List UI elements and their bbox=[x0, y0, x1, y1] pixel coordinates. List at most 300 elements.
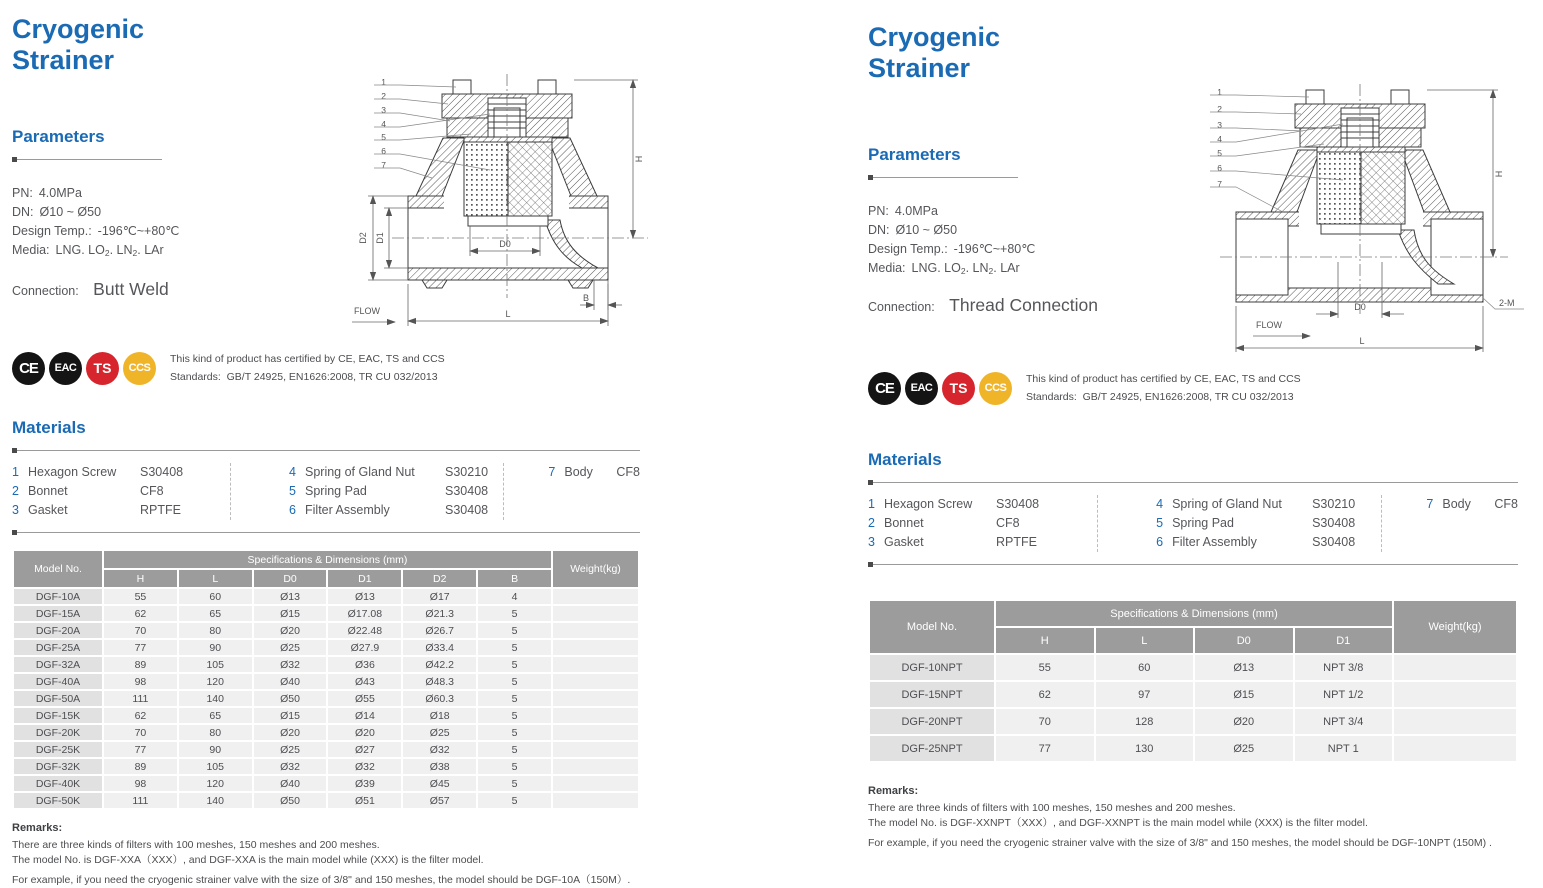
weight-cell bbox=[553, 725, 638, 740]
value-cell: Ø48.3 bbox=[403, 674, 476, 689]
spec-column-header: H bbox=[996, 628, 1094, 653]
material-part: Hexagon Screw bbox=[28, 465, 117, 480]
material-row bbox=[12, 463, 230, 482]
divider bbox=[868, 482, 1518, 483]
weight-cell bbox=[1394, 736, 1516, 761]
spec-header: Specifications & Dimensions (mm) bbox=[996, 601, 1392, 626]
table-row bbox=[14, 742, 638, 757]
value-cell: 105 bbox=[179, 759, 252, 774]
remarks-section bbox=[12, 822, 640, 888]
model-cell: DGF-20A bbox=[14, 623, 102, 638]
material-no: 5 bbox=[1156, 516, 1164, 531]
weight-cell bbox=[553, 793, 638, 808]
page-title-line2: Strainer bbox=[12, 45, 115, 76]
value-cell: 5 bbox=[478, 674, 551, 689]
material-part: Body bbox=[1442, 497, 1471, 512]
param-label: Design Temp.: bbox=[12, 223, 92, 238]
model-cell: DGF-32A bbox=[14, 657, 102, 672]
weight-column-header: Weight(kg) bbox=[1394, 601, 1516, 653]
value-cell: 5 bbox=[478, 708, 551, 723]
weight-cell bbox=[553, 657, 638, 672]
material-no: 1 bbox=[12, 465, 19, 480]
value-cell: Ø39 bbox=[328, 776, 401, 791]
table-row bbox=[870, 682, 1516, 707]
weight-cell bbox=[553, 691, 638, 706]
value-cell: Ø14 bbox=[328, 708, 401, 723]
part-number-label: 1 bbox=[1217, 87, 1222, 97]
model-cell: DGF-15A bbox=[14, 606, 102, 621]
material-part: Spring of Gland Nut bbox=[305, 465, 415, 480]
bonnet-assembly bbox=[442, 80, 572, 137]
specifications-table bbox=[868, 599, 1518, 763]
value-cell: 65 bbox=[179, 606, 252, 621]
standards-value: GB/T 24925, EN1626:2008, TR CU 032/2013 bbox=[1082, 391, 1294, 403]
param-label: PN: bbox=[868, 203, 889, 218]
subscript: 2 bbox=[132, 247, 138, 258]
remark-line: There are three kinds of filters with 100 meshes, 150 meshes and 200 meshes. bbox=[868, 802, 1236, 815]
value-cell: Ø42.2 bbox=[403, 657, 476, 672]
value-cell: Ø27.9 bbox=[328, 640, 401, 655]
materials-column-1 bbox=[868, 495, 1097, 552]
value-cell: 4 bbox=[478, 589, 551, 604]
value-cell: 89 bbox=[104, 759, 177, 774]
value-cell: Ø32 bbox=[403, 742, 476, 757]
value-cell: 5 bbox=[478, 793, 551, 808]
value-cell: Ø15 bbox=[1195, 682, 1293, 707]
value-cell: 5 bbox=[478, 623, 551, 638]
spec-column-header: D2 bbox=[403, 570, 476, 587]
subscript: 2 bbox=[988, 265, 994, 276]
param-value: Ø10 ~ Ø50 bbox=[895, 222, 958, 237]
datasheet-butt-weld bbox=[12, 14, 644, 888]
value-cell: 60 bbox=[1096, 655, 1194, 680]
materials-column-2 bbox=[1097, 495, 1381, 552]
table-row bbox=[870, 655, 1516, 680]
material-row bbox=[12, 501, 230, 520]
value-cell: 77 bbox=[104, 742, 177, 757]
value-cell: NPT 1 bbox=[1295, 736, 1393, 761]
spec-column-header: H bbox=[104, 570, 177, 587]
material-row bbox=[289, 482, 503, 501]
eac-logo-icon: EAC bbox=[905, 372, 938, 405]
remark-line: For example, if you need the cryogenic strainer valve with the size of 3/8" and 150 meshes, the model should be DGF-10NPT (150M) . bbox=[868, 837, 1492, 850]
value-cell: 80 bbox=[179, 623, 252, 638]
bonnet-assembly bbox=[1295, 90, 1425, 147]
materials-column-3 bbox=[1381, 495, 1518, 552]
value-cell: 128 bbox=[1096, 709, 1194, 734]
material-part: Spring Pad bbox=[305, 484, 367, 499]
value-cell: Ø25 bbox=[1195, 736, 1293, 761]
material-part: Filter Assembly bbox=[1172, 535, 1257, 550]
spec-column-header: L bbox=[179, 570, 252, 587]
dim-label-b: B bbox=[582, 293, 590, 303]
material-row bbox=[289, 501, 503, 520]
weight-cell bbox=[1394, 655, 1516, 680]
material-grade: S30408 bbox=[140, 465, 184, 480]
dim-label-l: L bbox=[1359, 336, 1365, 346]
value-cell: 5 bbox=[478, 691, 551, 706]
material-grade: RPTFE bbox=[140, 503, 181, 518]
divider bbox=[12, 450, 640, 451]
value-cell: 89 bbox=[104, 657, 177, 672]
param-label: PN: bbox=[12, 185, 33, 200]
material-row bbox=[1156, 533, 1381, 552]
subscript: 2 bbox=[960, 265, 966, 276]
weight-cell bbox=[553, 606, 638, 621]
value-cell: Ø55 bbox=[328, 691, 401, 706]
material-grade: S30210 bbox=[1312, 497, 1356, 512]
weight-cell bbox=[1394, 682, 1516, 707]
value-cell: 98 bbox=[104, 776, 177, 791]
material-no: 3 bbox=[12, 503, 19, 518]
material-part: Bonnet bbox=[884, 516, 924, 531]
value-cell: 62 bbox=[996, 682, 1094, 707]
value-cell: Ø40 bbox=[254, 674, 327, 689]
model-cell: DGF-40A bbox=[14, 674, 102, 689]
ce-logo-icon: CE bbox=[12, 352, 45, 385]
part-number-label: 3 bbox=[381, 105, 386, 115]
model-cell: DGF-32K bbox=[14, 759, 102, 774]
model-column-header: Model No. bbox=[870, 601, 994, 653]
connection-value: Thread Connection bbox=[949, 294, 1099, 315]
value-cell: 111 bbox=[104, 793, 177, 808]
value-cell: Ø13 bbox=[1195, 655, 1293, 680]
dim-label-d2: D2 bbox=[358, 232, 368, 244]
table-row bbox=[14, 640, 638, 655]
spec-column-header: B bbox=[478, 570, 551, 587]
value-cell: Ø50 bbox=[254, 691, 327, 706]
material-part: Spring of Gland Nut bbox=[1172, 497, 1282, 512]
material-grade: CF8 bbox=[1494, 497, 1518, 512]
weight-cell bbox=[553, 623, 638, 638]
value-cell: Ø13 bbox=[254, 589, 327, 604]
materials-column-3 bbox=[503, 463, 640, 520]
weight-cell bbox=[1394, 709, 1516, 734]
value-cell: 60 bbox=[179, 589, 252, 604]
spec-column-header: D0 bbox=[254, 570, 327, 587]
param-value: . LAr bbox=[993, 260, 1020, 275]
part-number-label: 4 bbox=[1217, 134, 1222, 144]
datasheet-thread-connection bbox=[868, 22, 1518, 851]
table-row bbox=[14, 674, 638, 689]
material-no: 7 bbox=[1426, 497, 1434, 512]
certification-line1: This kind of product has certified by CE, EAC, TS and CCS bbox=[170, 352, 445, 365]
weight-cell bbox=[553, 708, 638, 723]
part-number-label: 6 bbox=[381, 146, 386, 156]
param-label: DN: bbox=[868, 222, 890, 237]
material-no: 1 bbox=[868, 497, 875, 512]
material-row bbox=[1156, 514, 1381, 533]
remarks-section bbox=[868, 785, 1518, 851]
page-title-line1: Cryogenic bbox=[868, 22, 1001, 52]
value-cell: Ø15 bbox=[254, 708, 327, 723]
divider bbox=[12, 159, 162, 160]
material-grade: S30408 bbox=[1312, 516, 1356, 531]
materials-heading: Materials bbox=[868, 450, 942, 470]
value-cell: 70 bbox=[104, 623, 177, 638]
certification-row bbox=[12, 350, 640, 387]
thread-size-label: 2-M bbox=[1499, 298, 1515, 308]
dim-label-d0: D0 bbox=[1354, 302, 1366, 312]
material-no: 2 bbox=[868, 516, 875, 531]
value-cell: Ø45 bbox=[403, 776, 476, 791]
materials-heading: Materials bbox=[12, 418, 86, 438]
material-no: 2 bbox=[12, 484, 19, 499]
ts-logo-icon: TS bbox=[86, 352, 119, 385]
param-value: LNG. LO bbox=[911, 260, 961, 275]
param-label: Design Temp.: bbox=[868, 241, 948, 256]
certification-text bbox=[1026, 370, 1301, 407]
value-cell: Ø40 bbox=[254, 776, 327, 791]
table-row bbox=[14, 691, 638, 706]
dim-label-h: H bbox=[1494, 170, 1504, 178]
material-no: 4 bbox=[289, 465, 296, 480]
divider bbox=[868, 564, 1518, 565]
remarks-lines bbox=[868, 801, 1518, 851]
part-number-label: 1 bbox=[381, 77, 386, 87]
material-row bbox=[868, 514, 1097, 533]
param-value: . LAr bbox=[137, 242, 164, 257]
value-cell: NPT 3/4 bbox=[1295, 709, 1393, 734]
spec-column-header: L bbox=[1096, 628, 1194, 653]
value-cell: 5 bbox=[478, 640, 551, 655]
value-cell: 105 bbox=[179, 657, 252, 672]
param-label: Media: bbox=[868, 260, 906, 275]
material-part: Spring Pad bbox=[1172, 516, 1234, 531]
value-cell: 120 bbox=[179, 674, 252, 689]
value-cell: Ø38 bbox=[403, 759, 476, 774]
part-number-label: 3 bbox=[1217, 120, 1222, 130]
part-number-label: 4 bbox=[381, 119, 386, 129]
value-cell: Ø25 bbox=[403, 725, 476, 740]
material-part: Bonnet bbox=[28, 484, 68, 499]
value-cell: Ø21.3 bbox=[403, 606, 476, 621]
connection-label: Connection: bbox=[12, 283, 79, 298]
value-cell: Ø43 bbox=[328, 674, 401, 689]
flow-label: FLOW bbox=[354, 306, 380, 316]
weight-cell bbox=[553, 640, 638, 655]
table-row bbox=[870, 736, 1516, 761]
value-cell: 65 bbox=[179, 708, 252, 723]
material-grade: CF8 bbox=[996, 516, 1020, 531]
value-cell: 140 bbox=[179, 793, 252, 808]
remark-line: The model No. is DGF-XXNPT（XXX）, and DGF-XXNPT is the main model while (XXX) is the filter model. bbox=[868, 817, 1368, 830]
material-no: 5 bbox=[289, 484, 296, 499]
certification-line2 bbox=[1026, 388, 1301, 406]
divider bbox=[868, 177, 1018, 178]
material-grade: S30408 bbox=[445, 503, 489, 518]
material-part: Body bbox=[564, 465, 593, 480]
param-value: 4.0MPa bbox=[894, 203, 938, 218]
material-row bbox=[548, 463, 640, 482]
remarks-heading: Remarks: bbox=[868, 785, 919, 798]
material-grade: S30408 bbox=[1312, 535, 1356, 550]
value-cell: Ø17 bbox=[403, 589, 476, 604]
value-cell: 5 bbox=[478, 759, 551, 774]
filter-assembly bbox=[1317, 147, 1405, 234]
material-row bbox=[12, 482, 230, 501]
technical-drawing-thread bbox=[1198, 62, 1528, 362]
value-cell: 70 bbox=[996, 709, 1094, 734]
model-column-header: Model No. bbox=[14, 551, 102, 587]
param-value: -196℃~+80℃ bbox=[97, 223, 180, 238]
model-cell: DGF-20K bbox=[14, 725, 102, 740]
value-cell: Ø51 bbox=[328, 793, 401, 808]
value-cell: Ø25 bbox=[254, 742, 327, 757]
value-cell: Ø20 bbox=[328, 725, 401, 740]
remark-line: For example, if you need the cryogenic strainer valve with the size of 3/8" and 150 meshes, the model should be DGF-10A（150M）. bbox=[12, 874, 631, 887]
parameters-heading: Parameters bbox=[12, 126, 105, 146]
dim-label-l: L bbox=[505, 309, 511, 319]
value-cell: NPT 3/8 bbox=[1295, 655, 1393, 680]
part-number-label: 5 bbox=[1217, 148, 1222, 158]
param-value: -196℃~+80℃ bbox=[953, 241, 1036, 256]
model-cell: DGF-40K bbox=[14, 776, 102, 791]
weight-cell bbox=[553, 776, 638, 791]
value-cell: 62 bbox=[104, 606, 177, 621]
table-row bbox=[14, 657, 638, 672]
material-row bbox=[1156, 495, 1381, 514]
value-cell: 5 bbox=[478, 606, 551, 621]
flow-label: FLOW bbox=[1256, 320, 1282, 330]
connection-label: Connection: bbox=[868, 299, 935, 314]
value-cell: 77 bbox=[104, 640, 177, 655]
material-no: 3 bbox=[868, 535, 875, 550]
value-cell: Ø27 bbox=[328, 742, 401, 757]
material-row bbox=[868, 495, 1097, 514]
model-cell: DGF-15NPT bbox=[870, 682, 994, 707]
value-cell: 90 bbox=[179, 742, 252, 757]
material-part: Gasket bbox=[28, 503, 68, 518]
certification-line1: This kind of product has certified by CE, EAC, TS and CCS bbox=[1026, 372, 1301, 385]
materials-column-2 bbox=[230, 463, 503, 520]
value-cell: Ø20 bbox=[254, 623, 327, 638]
model-cell: DGF-25A bbox=[14, 640, 102, 655]
value-cell: 130 bbox=[1096, 736, 1194, 761]
value-cell: 140 bbox=[179, 691, 252, 706]
dim-label-d1: D1 bbox=[375, 232, 385, 244]
value-cell: Ø22.48 bbox=[328, 623, 401, 638]
standards-value: GB/T 24925, EN1626:2008, TR CU 032/2013 bbox=[226, 371, 438, 383]
spec-column-header: D1 bbox=[328, 570, 401, 587]
value-cell: 111 bbox=[104, 691, 177, 706]
dim-label-h: H bbox=[634, 155, 644, 163]
value-cell: NPT 1/2 bbox=[1295, 682, 1393, 707]
material-grade: S30408 bbox=[445, 484, 489, 499]
weight-column-header: Weight(kg) bbox=[553, 551, 638, 587]
param-label: DN: bbox=[12, 204, 34, 219]
param-value: Ø10 ~ Ø50 bbox=[39, 204, 102, 219]
material-row bbox=[289, 463, 503, 482]
value-cell: 5 bbox=[478, 776, 551, 791]
value-cell: Ø20 bbox=[1195, 709, 1293, 734]
material-grade: CF8 bbox=[140, 484, 164, 499]
ccs-logo-icon: CCS bbox=[123, 352, 156, 385]
param-value: . LN bbox=[965, 260, 989, 275]
remark-line: There are three kinds of filters with 100 meshes, 150 meshes and 200 meshes. bbox=[12, 839, 380, 852]
parameters-heading: Parameters bbox=[868, 144, 961, 164]
material-row bbox=[1426, 495, 1518, 514]
material-part: Hexagon Screw bbox=[884, 497, 973, 512]
value-cell: Ø20 bbox=[254, 725, 327, 740]
table-row bbox=[14, 725, 638, 740]
ts-logo-icon: TS bbox=[942, 372, 975, 405]
value-cell: Ø50 bbox=[254, 793, 327, 808]
material-no: 6 bbox=[1156, 535, 1164, 550]
page-title-line1: Cryogenic bbox=[12, 14, 145, 44]
value-cell: Ø57 bbox=[403, 793, 476, 808]
material-grade: S30408 bbox=[996, 497, 1040, 512]
value-cell: 120 bbox=[179, 776, 252, 791]
material-part: Filter Assembly bbox=[305, 503, 390, 518]
part-number-label: 7 bbox=[1217, 179, 1222, 189]
remark-line: The model No. is DGF-XXA（XXX）, and DGF-XXA is the main model while (XXX) is the filter model. bbox=[12, 854, 484, 867]
value-cell: Ø33.4 bbox=[403, 640, 476, 655]
value-cell: 80 bbox=[179, 725, 252, 740]
value-cell: 62 bbox=[104, 708, 177, 723]
certification-text bbox=[170, 350, 445, 387]
value-cell: Ø13 bbox=[328, 589, 401, 604]
table-row bbox=[14, 708, 638, 723]
part-number-label: 5 bbox=[381, 132, 386, 142]
param-value: LNG. LO bbox=[55, 242, 105, 257]
value-cell: 77 bbox=[996, 736, 1094, 761]
value-cell: Ø25 bbox=[254, 640, 327, 655]
spec-column-header: D1 bbox=[1295, 628, 1393, 653]
standards-label: Standards: bbox=[1026, 391, 1077, 403]
remarks-heading: Remarks: bbox=[12, 822, 63, 835]
connection-value: Butt Weld bbox=[93, 278, 169, 299]
value-cell: 55 bbox=[104, 589, 177, 604]
spec-column-header: D0 bbox=[1195, 628, 1293, 653]
model-cell: DGF-25NPT bbox=[870, 736, 994, 761]
materials-list bbox=[12, 463, 640, 520]
weight-cell bbox=[553, 589, 638, 604]
param-value: . LN bbox=[109, 242, 133, 257]
material-row bbox=[868, 533, 1097, 552]
material-grade: CF8 bbox=[616, 465, 640, 480]
value-cell: 5 bbox=[478, 725, 551, 740]
eac-logo-icon: EAC bbox=[49, 352, 82, 385]
technical-drawing-butt-weld bbox=[340, 58, 670, 348]
ccs-logo-icon: CCS bbox=[979, 372, 1012, 405]
table-row bbox=[14, 606, 638, 621]
weight-cell bbox=[553, 742, 638, 757]
subscript: 2 bbox=[104, 247, 110, 258]
value-cell: 90 bbox=[179, 640, 252, 655]
part-number-label: 2 bbox=[381, 91, 386, 101]
model-cell: DGF-15K bbox=[14, 708, 102, 723]
value-cell: 5 bbox=[478, 657, 551, 672]
value-cell: 5 bbox=[478, 742, 551, 757]
param-label: Media: bbox=[12, 242, 50, 257]
model-cell: DGF-20NPT bbox=[870, 709, 994, 734]
page-title-line2: Strainer bbox=[868, 53, 971, 84]
value-cell: 98 bbox=[104, 674, 177, 689]
value-cell: 55 bbox=[996, 655, 1094, 680]
materials-column-1 bbox=[12, 463, 230, 520]
certification-line2 bbox=[170, 368, 445, 386]
model-cell: DGF-50K bbox=[14, 793, 102, 808]
value-cell: Ø15 bbox=[254, 606, 327, 621]
table-row bbox=[14, 623, 638, 638]
filter-assembly bbox=[464, 137, 552, 226]
value-cell: Ø32 bbox=[328, 759, 401, 774]
model-cell: DGF-10NPT bbox=[870, 655, 994, 680]
certification-row bbox=[868, 370, 1518, 407]
material-no: 4 bbox=[1156, 497, 1164, 512]
part-number-label: 7 bbox=[381, 160, 386, 170]
